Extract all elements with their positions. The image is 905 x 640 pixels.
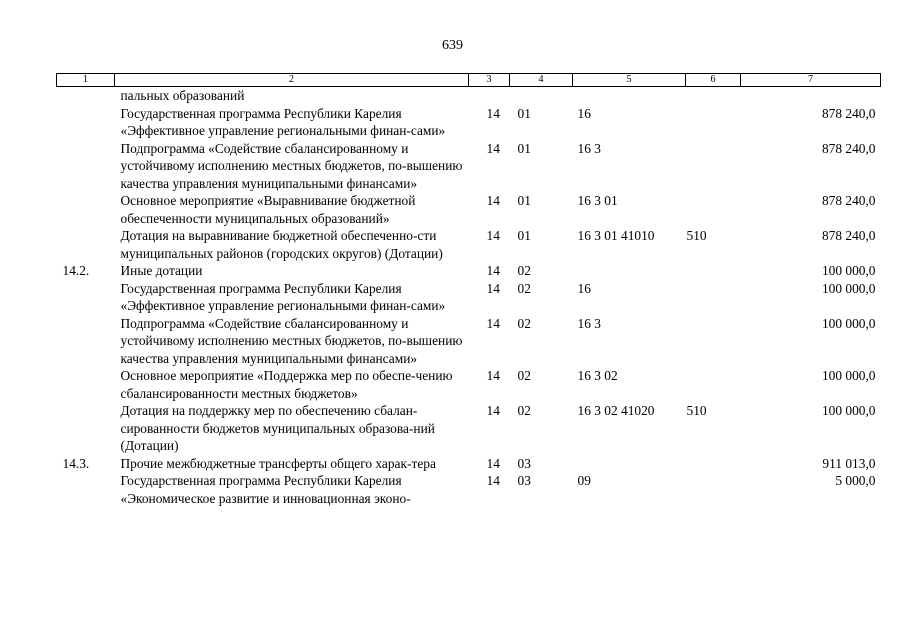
row-amount: 5 000,0: [835, 473, 876, 488]
row-amount: 100 000,0: [821, 263, 876, 278]
row-number: [57, 105, 115, 140]
header-row: [57, 74, 881, 87]
row-target-article: 16 3: [577, 315, 601, 331]
column-header-3: 3: [469, 74, 510, 87]
row-section: 14: [486, 228, 500, 243]
row-amount: 100 000,0: [821, 403, 876, 418]
row-subsection: 01: [517, 105, 531, 121]
row-expense-type: [686, 280, 741, 315]
column-header-2: 2: [115, 74, 469, 87]
row-section: 14: [486, 473, 500, 488]
row-expense-type: [686, 105, 741, 140]
row-name: Дотация на выравнивание бюджетной обеспеченно-сти муниципальных районов (городских округов) (Дотации): [120, 228, 443, 261]
table-row: [57, 315, 881, 368]
table-row: [57, 367, 881, 402]
row-expense-type: 510: [686, 403, 707, 418]
row-amount: 878 240,0: [821, 140, 876, 156]
row-number: [57, 227, 115, 262]
row-subsection: 02: [517, 403, 531, 418]
row-amount: 878 240,0: [821, 228, 876, 243]
row-subsection: 02: [517, 263, 531, 278]
row-name: Государственная программа Республики Карелия «Экономическое развитие и инновационная эконо-: [120, 473, 411, 506]
row-target-article: 16: [577, 280, 591, 296]
row-amount: 100 000,0: [821, 315, 876, 331]
row-name: Иные дотации: [120, 263, 203, 278]
row-expense-type: [686, 455, 741, 473]
row-section: 14: [486, 368, 500, 383]
row-name: Основное мероприятие «Выравнивание бюджетной обеспеченности муниципальных образований»: [120, 193, 416, 226]
column-header-5: 5: [573, 74, 686, 87]
table-row: [57, 280, 881, 315]
row-expense-type: [686, 87, 741, 105]
row-expense-type: [686, 262, 741, 280]
table-row: [57, 192, 881, 227]
table-row: [57, 472, 881, 507]
row-expense-type: [686, 315, 741, 368]
row-section: 14: [486, 193, 500, 208]
row-amount: 100 000,0: [821, 368, 876, 383]
row-section: 14: [486, 140, 500, 156]
row-target-article: [573, 262, 686, 280]
page-number: 639: [442, 38, 463, 53]
row-name: Государственная программа Республики Карелия «Эффективное управление региональными финан-сами»: [120, 105, 446, 138]
row-subsection: 01: [517, 140, 531, 156]
row-amount: 878 240,0: [821, 105, 876, 121]
column-header-7: 7: [741, 74, 881, 87]
row-target-article: 09: [577, 473, 591, 488]
row-subsection: [510, 87, 573, 105]
row-amount: [741, 87, 881, 105]
row-number: [57, 472, 115, 507]
row-expense-type: [686, 140, 741, 193]
row-subsection: 01: [517, 228, 531, 243]
row-subsection: 03: [517, 473, 531, 488]
row-name: пальных образований: [120, 88, 245, 103]
row-expense-type: [686, 192, 741, 227]
column-header-1: 1: [57, 74, 115, 87]
column-header-6: 6: [686, 74, 741, 87]
row-number: [57, 280, 115, 315]
row-number: 14.3.: [62, 455, 90, 471]
row-number: [57, 402, 115, 455]
row-target-article: [573, 87, 686, 105]
row-name: Прочие межбюджетные трансферты общего харак-тера: [120, 455, 436, 471]
row-target-article: 16 3 02 41020: [577, 403, 655, 418]
row-subsection: 02: [517, 280, 531, 296]
row-subsection: 02: [517, 368, 531, 383]
row-target-article: 16 3 01: [577, 193, 618, 208]
row-amount: 878 240,0: [821, 193, 876, 208]
row-name: Подпрограмма «Содействие сбалансированному и устойчивому исполнению местных бюджетов, по-вышению качества управления муниципальными финансами»: [120, 140, 463, 191]
row-name: Государственная программа Республики Карелия «Эффективное управление региональными финан-сами»: [120, 280, 446, 313]
row-target-article: 16: [577, 105, 591, 121]
row-subsection: 03: [517, 455, 531, 471]
budget-table: [56, 73, 881, 507]
row-section: 14: [486, 455, 500, 471]
row-number: [57, 87, 115, 105]
row-expense-type: [686, 472, 741, 507]
row-section: 14: [486, 280, 500, 296]
row-name: Дотация на поддержку мер по обеспечению сбалан-сированности бюджетов муниципальных образова-ний (Дотации): [120, 403, 435, 453]
row-section: 14: [486, 315, 500, 331]
row-section: 14: [486, 403, 500, 418]
table-header: [57, 74, 881, 87]
row-expense-type: [686, 367, 741, 402]
table-body: [57, 87, 881, 508]
table-row: [57, 227, 881, 262]
row-target-article: 16 3 01 41010: [577, 228, 655, 243]
row-number: [57, 315, 115, 368]
row-target-article: [573, 455, 686, 473]
table-row: [57, 87, 881, 105]
row-number: [57, 192, 115, 227]
row-target-article: 16 3: [577, 140, 601, 156]
table-row: [57, 140, 881, 193]
row-section: 14: [486, 263, 500, 278]
row-number: [57, 367, 115, 402]
table-row: [57, 262, 881, 280]
row-number: [57, 140, 115, 193]
row-amount: 911 013,0: [822, 455, 876, 471]
row-number: 14.2.: [62, 263, 90, 278]
row-subsection: 02: [517, 315, 531, 331]
row-subsection: 01: [517, 193, 531, 208]
row-expense-type: 510: [686, 228, 707, 243]
table-row: [57, 402, 881, 455]
row-section: 14: [486, 105, 500, 121]
table-row: [57, 105, 881, 140]
row-name: Основное мероприятие «Поддержка мер по обеспе-чению сбалансированности местных бюджетов»: [120, 368, 453, 401]
row-target-article: 16 3 02: [577, 368, 618, 383]
row-section: [469, 87, 510, 105]
row-amount: 100 000,0: [821, 280, 876, 296]
table-row: [57, 455, 881, 473]
row-name: Подпрограмма «Содействие сбалансированному и устойчивому исполнению местных бюджетов, по-вышению качества управления муниципальными финансами»: [120, 315, 463, 366]
column-header-4: 4: [510, 74, 573, 87]
